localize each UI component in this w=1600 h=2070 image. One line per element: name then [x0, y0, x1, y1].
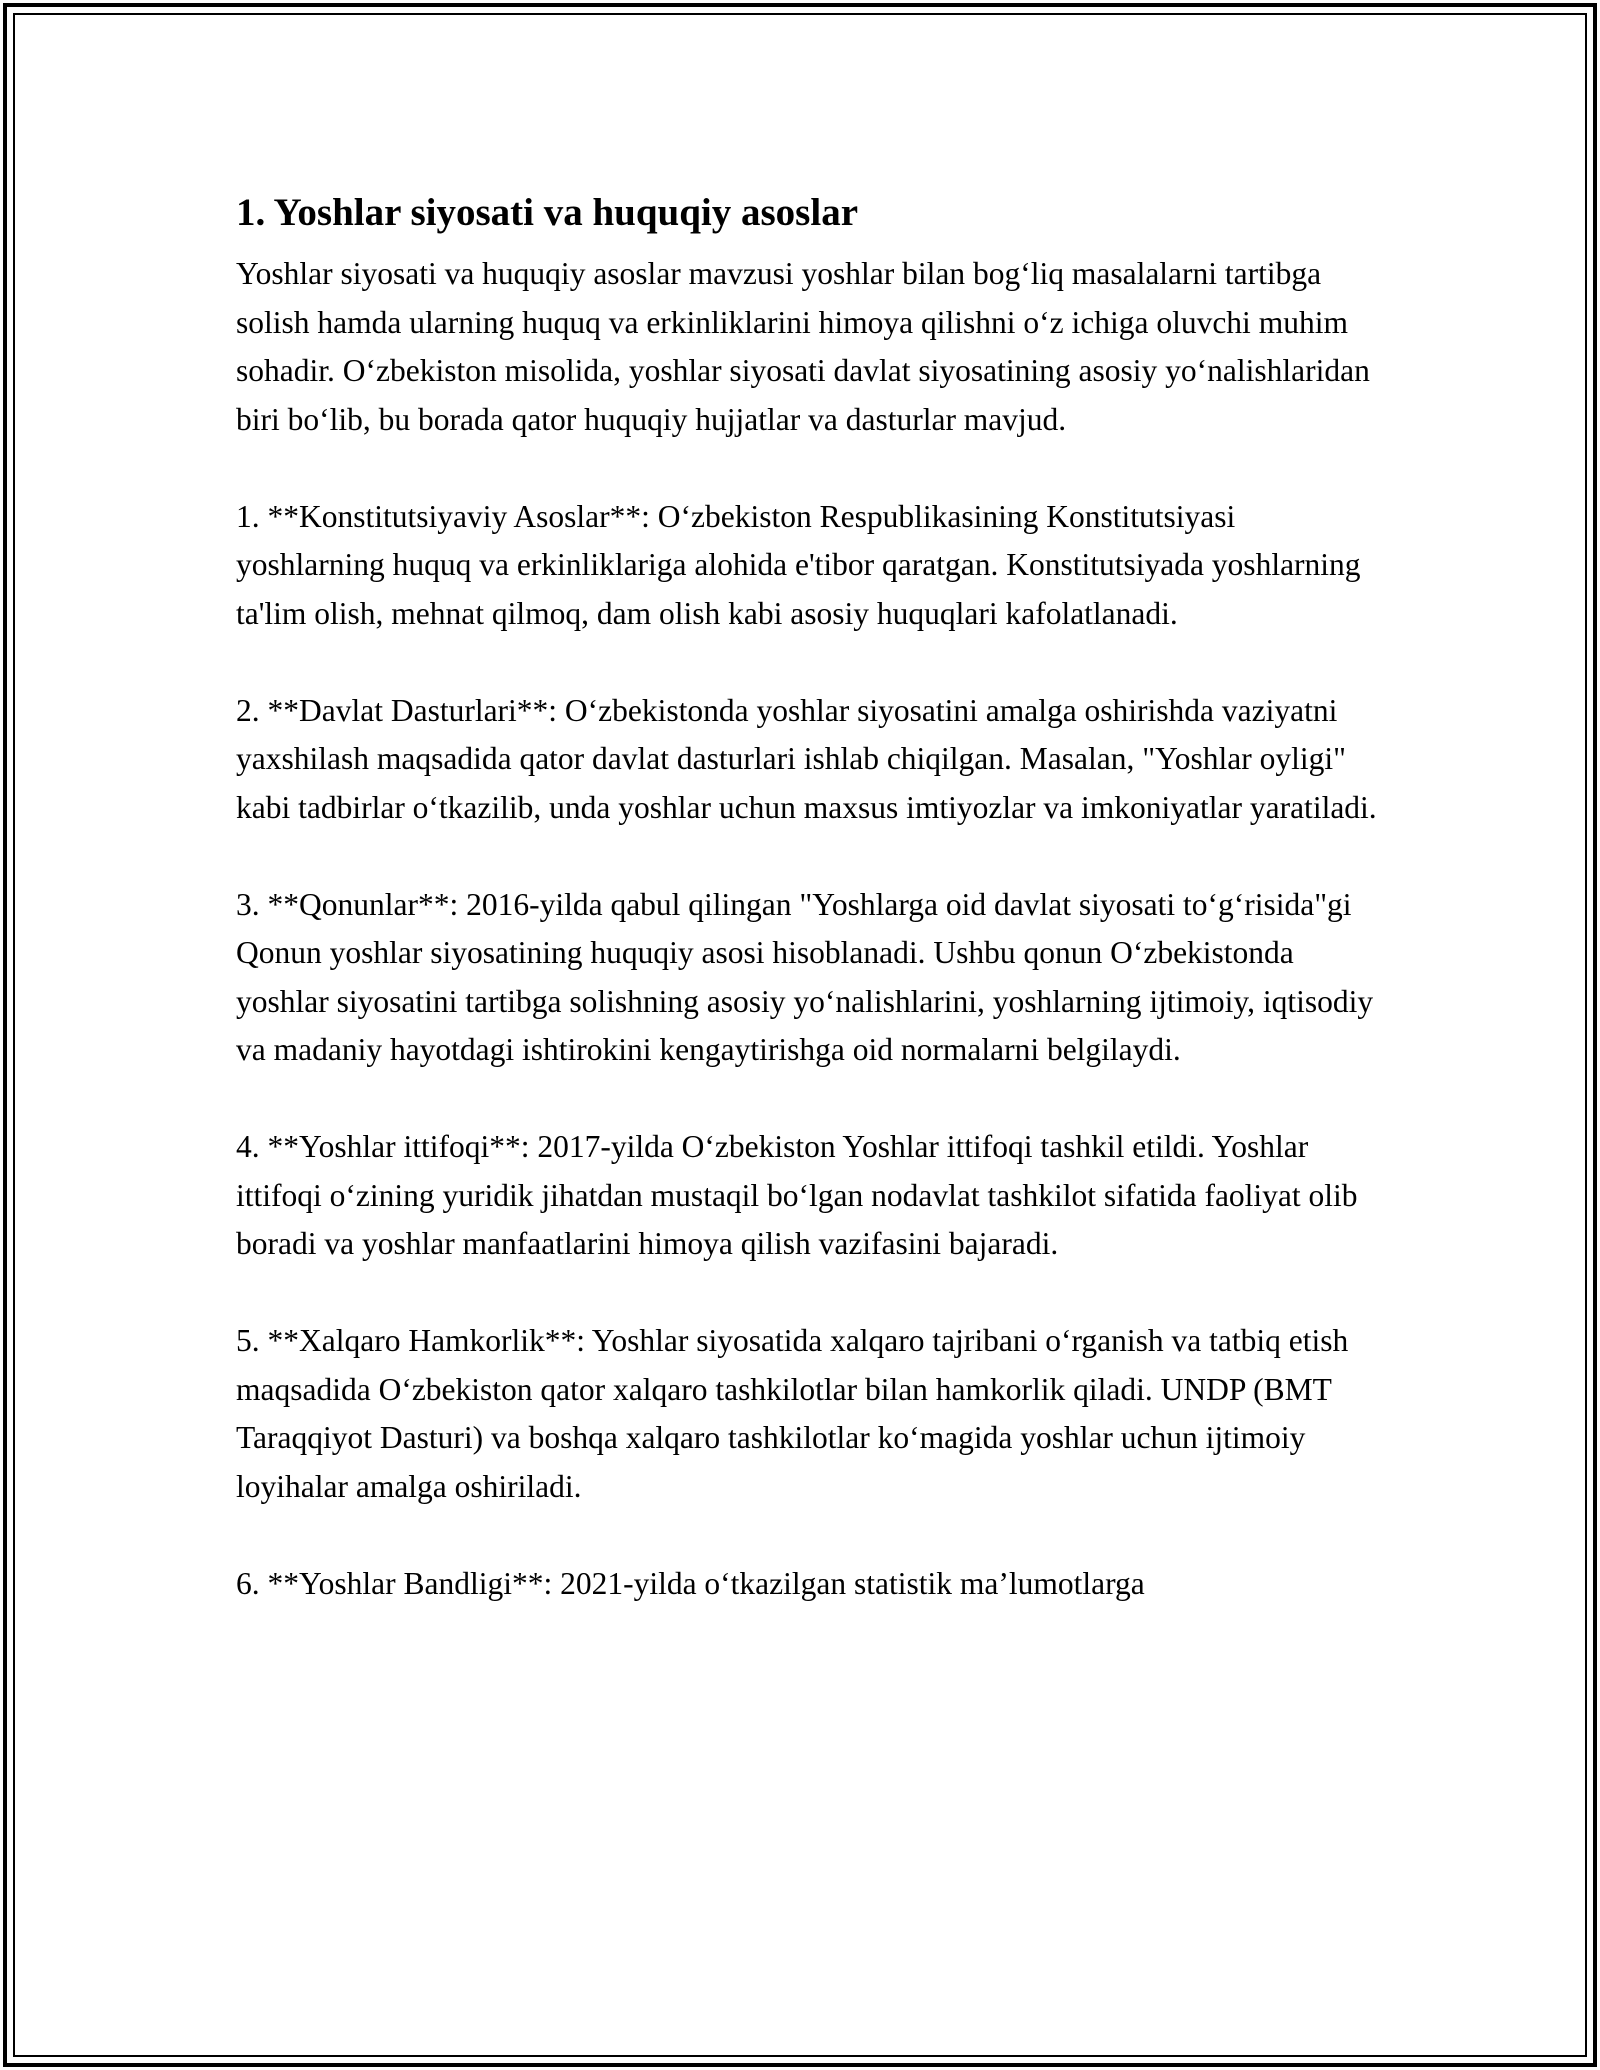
paragraph-yoshlar-bandligi: 6. **Yoshlar Bandligi**: 2021-yilda o‘tkazilgan statistik ma’lumotlarga — [236, 1565, 1145, 1601]
paragraph-xalqaro-hamkorlik: 5. **Xalqaro Hamkorlik**: Yoshlar siyosatida xalqaro tajribani o‘rganish va tatbiq etish maqsadida O‘zbekiston qator xalqaro tashkilotlar bilan hamkorlik qiladi. UNDP (BMT Taraqqiyot Dasturi) va boshqa xalqaro tashkilotlar ko‘magida yoshlar uchun ijtimoiy loyihalar amalga oshiriladi. — [236, 1323, 1349, 1504]
document-body — [236, 186, 1386, 1657]
paragraph-konstitutsiyaviy-asoslar: 1. **Konstitutsiyaviy Asoslar**: O‘zbekiston Respublikasining Konstitutsiyasi yoshlarning huquq va erkinliklariga alohida e'tibor qaratgan. Konstitutsiyada yoshlarning ta'lim olish, mehnat qilmoq, dam olish kabi asosiy huquqlari kafolatlanadi. — [236, 498, 1361, 631]
intro-paragraph: Yoshlar siyosati va huquqiy asoslar mavzusi yoshlar bilan bog‘liq masalalarni tartibga solish hamda ularning huquq va erkinliklarini himoya qilishni o‘z ichiga oluvchi muhim sohadir. O‘zbekiston misolida, yoshlar siyosati davlat siyosatining asosiy yo‘nalishlaridan biri bo‘lib, bu borada qator huquqiy hujjatlar va dasturlar mavjud. — [236, 256, 1370, 437]
section-heading: 1. Yoshlar siyosati va huquqiy asoslar — [236, 191, 859, 234]
paragraph-qonunlar: 3. **Qonunlar**: 2016-yilda qabul qilingan "Yoshlarga oid davlat siyosati to‘g‘risida"gi Qonun yoshlar siyosatining huquqiy asosi hisoblanadi. Ushbu qonun O‘zbekistonda yoshlar siyosatini tartibga solishning asosiy yo‘nalishlarini, yoshlarning ijtimoiy, iqtisodiy va madaniy hayotdagi ishtirokini kengaytirishga oid normalarni belgilaydi. — [236, 886, 1374, 1067]
paragraph-davlat-dasturlari: 2. **Davlat Dasturlari**: O‘zbekistonda yoshlar siyosatini amalga oshirishda vaziyatni yaxshilash maqsadida qator davlat dasturlari ishlab chiqilgan. Masalan, "Yoshlar oyligi" kabi tadbirlar o‘tkazilib, unda yoshlar uchun maxsus imtiyozlar va imkoniyatlar yaratiladi. — [236, 692, 1377, 825]
paragraph-yoshlar-ittifoqi: 4. **Yoshlar ittifoqi**: 2017-yilda O‘zbekiston Yoshlar ittifoqi tashkil etildi. Yoshlar ittifoqi o‘zining yuridik jihatdan mustaqil bo‘lgan nodavlat tashkilot sifatida faoliyat olib boradi va yoshlar manfaatlarini himoya qilish vazifasini bajaradi. — [236, 1129, 1358, 1261]
